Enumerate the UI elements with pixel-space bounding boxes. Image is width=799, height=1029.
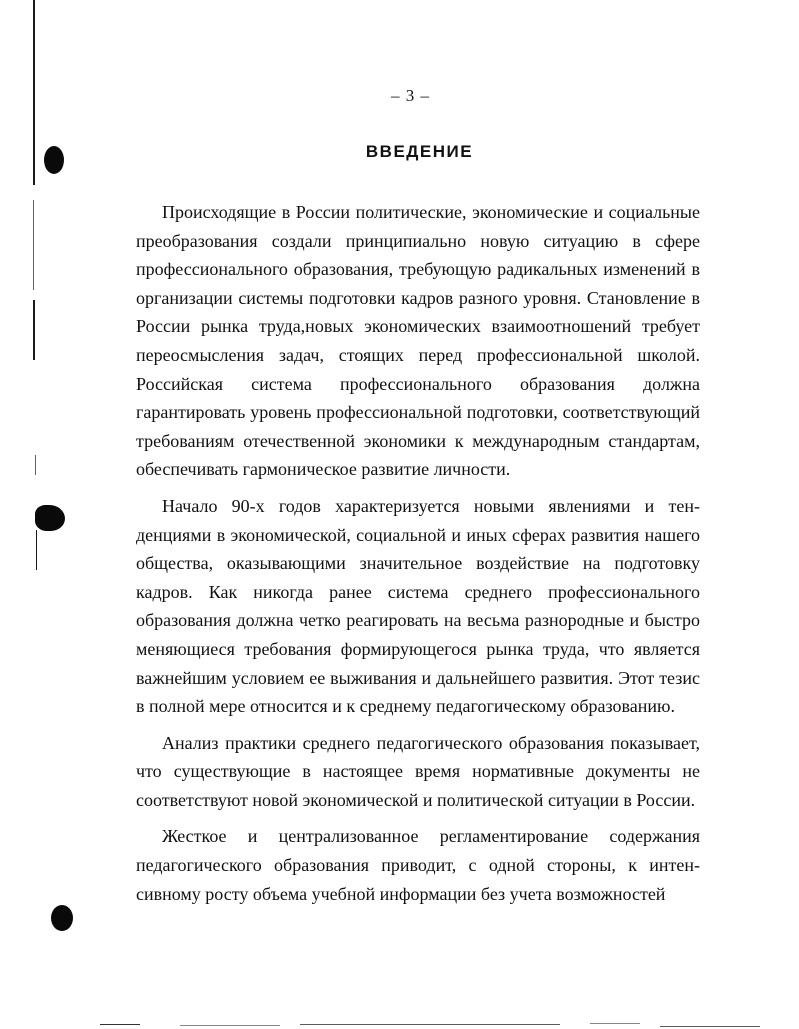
scan-bottom-line xyxy=(300,1024,560,1025)
binding-edge-line xyxy=(33,200,34,290)
punch-hole-bottom xyxy=(51,905,73,931)
punch-hole-middle xyxy=(35,505,65,531)
binding-edge-line xyxy=(35,455,36,475)
paragraph: Происходящие в России политические, экономические и социальные преобразования создали принципиально новую ситуацию в сфере профессионального образования, требующую радикальных изменений в организации системы подготовки кадров разного уровня. Становление в России рынка труда,новых экономических взаимоотношений требует переосмысления задач, стоящих перед профессиональной школой. Российская система профессионального образования должна гарантировать уровень профессиональной подготовки, соответствующий требованиям отечественной экономики к международным стандартам, обеспечивать гармоническое развитие личности. xyxy=(136,202,700,480)
scan-bottom-line xyxy=(590,1023,640,1024)
body-text xyxy=(136,198,700,916)
scan-bottom-line xyxy=(180,1025,280,1026)
paragraph: Анализ практики среднего педагогического образования показывает, что существующие в настоящее время нормативные документы не соответствуют новой экономической и политической ситуации в России. xyxy=(136,732,700,810)
page-title: ВВЕДЕНИЕ xyxy=(365,142,474,161)
paragraph: Начало 90-х годов характеризуется новыми явлениями и тенденциями в экономической, социальной и иных сферах развития нашего общества, оказывающими значительное воздействие на подготовку кадров. Как никогда ранее система среднего профессионального образования должна четко реагировать на весьма разнородные и быстро меняющиеся требования формирующегося рынка труда, что является важнейшим условием ее выживания и дальнейшего развития. Этот тезис в полной мере относится и к среднему педагогическому образованию. xyxy=(136,495,700,717)
scan-bottom-line xyxy=(660,1026,760,1027)
binding-edge-line xyxy=(33,300,35,360)
paragraph: Жесткое и централизованное регламентирование содержания педагогического образования приводит, с одной стороны, к интенсивному росту объема учебной информации без учета возможностей xyxy=(136,826,700,904)
scan-bottom-line xyxy=(100,1024,140,1025)
binding-edge-line xyxy=(36,530,37,570)
page-number: – 3 – xyxy=(391,86,430,105)
